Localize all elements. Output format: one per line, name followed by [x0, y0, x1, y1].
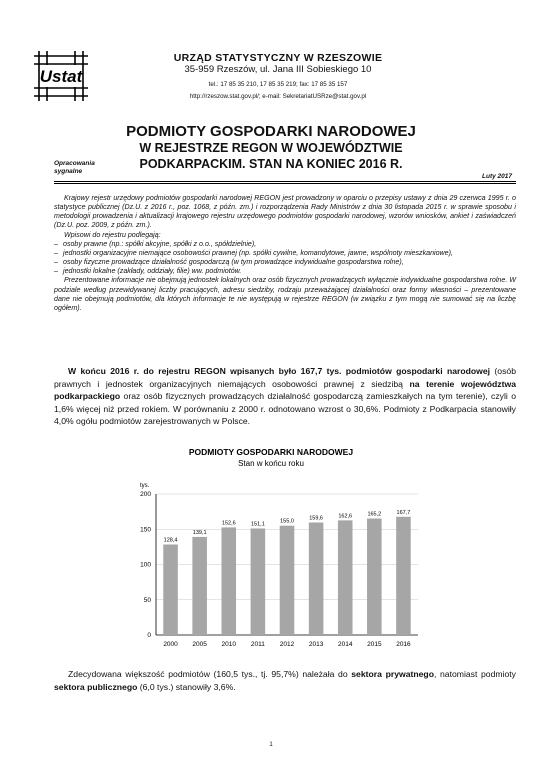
bar — [192, 537, 207, 635]
sector-paragraph — [54, 668, 516, 693]
list-item: – osoby fizyczne prowadzące działalność gospodarczą (w tym prowadzące indywidualne gospodarstwa rolne), — [54, 258, 516, 267]
y-tick-label: 100 — [140, 561, 151, 569]
x-tick-label: 2013 — [308, 641, 324, 648]
bar-value-label: 167,7 — [396, 509, 411, 516]
y-tick-label: 50 — [143, 596, 151, 604]
bar — [251, 528, 266, 635]
y-axis-label: tys. — [140, 483, 150, 489]
bar-value-label: 128,4 — [163, 537, 178, 544]
bar — [280, 526, 295, 635]
summary-text-2: oraz osób fizycznych prowadzących działalność gospodarczą zamieszkałych na tym terenie), czyli o 1,6% więcej niż przed rokiem. W porównaniu z 2000 r. odnotowano wzrost o 30,6%. Podmioty z Podkarpacia stanowiły 4,0% ogółu podmiotów zarejestrowanych w Polsce. — [54, 391, 516, 426]
x-tick-label: 2011 — [250, 641, 265, 648]
registry-list — [54, 240, 516, 277]
x-tick-label: 2014 — [337, 641, 353, 648]
bar-value-label: 152,6 — [221, 520, 236, 527]
page-number: 1 — [269, 742, 273, 748]
summary-lead: W końcu 2016 r. do rejestru REGON wpisanych było 167,7 tys. podmiotów gospodarki narodowej — [68, 366, 491, 376]
bar — [396, 517, 411, 635]
logo-lettering: Ustat — [39, 67, 83, 86]
chart-title: PODMIOTY GOSPODARKI NARODOWEJ — [188, 447, 354, 457]
publication-date: Luty 2017 — [482, 173, 512, 180]
publication-type-2: sygnalne — [54, 168, 83, 175]
sector-text-3: (6,0 tys.) stanowiły 3,6%. — [137, 681, 236, 692]
summary-region: na terenie województwa podkarpackiego — [54, 378, 516, 401]
y-tick-label: 0 — [147, 632, 151, 640]
publication-type-1: Opracowania — [54, 160, 95, 167]
bar-value-label: 159,6 — [309, 515, 323, 522]
office-web: http://rzeszow.stat.gov.pl/; e-mail: SekretariatUSRze@stat.gov.pl — [189, 93, 367, 100]
x-tick-label: 2010 — [221, 641, 237, 648]
list-item: – jednostki lokalne (zakłady, oddziały, filie) ww. podmiotów. — [54, 267, 516, 276]
summary-paragraph — [54, 365, 516, 428]
intro-section — [54, 194, 516, 313]
y-tick-label: 200 — [140, 491, 151, 499]
x-tick-label: 2015 — [367, 641, 382, 648]
intro-note: Prezentowane informacje nie obejmują jednostek lokalnych oraz osób fizycznych prowadzących wyłącznie indywidualne gospodarstwa rolne. W podziale według przewidywanej liczby pracujących, adresu siedziby, rodzaju przeważającej działalności oraz formy własności – prezentowane dane nie obejmują podmiotów, dla których informacje te nie występują w rejestrze REGON (w związku z tym mogą nie sumować się na liczbę ogółem). — [54, 276, 516, 312]
list-item: – jednostki organizacyjne niemające osobowości prawnej (np. spółki cywilne, komandytowe, jawne, wspólnoty mieszkaniowe), — [54, 249, 516, 258]
bar — [338, 520, 353, 635]
sector-text-2: , natomiast podmioty — [433, 669, 516, 679]
bar-value-label: 151,1 — [251, 521, 265, 528]
private-sector: sektora prywatnego — [351, 669, 434, 679]
header-rule-thin — [54, 183, 516, 184]
intro-list-heading: Wpisowi do rejestru podlegają: — [64, 230, 161, 239]
bar-value-label: 139,1 — [192, 529, 207, 536]
entities-chart — [116, 445, 426, 657]
bar-value-label: 155,0 — [280, 518, 294, 525]
us-logo — [30, 47, 92, 105]
document-subtitle-1: W REJESTRZE REGON W WOJEWÓDZTWIE — [139, 141, 403, 155]
intro-paragraph: Krajowy rejestr urzędowy podmiotów gospodarki narodowej REGON jest prowadzony w oparciu o przepisy ustawy z dnia 29 czerwca 1995 r. o statystyce publicznej (Dz.U. z 2016 r., poz. 1068, z późn. zm.) i rozporządzenia Rady Ministrów z dnia 30 listopada 2015 r. w sprawie sposobu i metodologii prowadzenia i aktualizacji krajowego rejestru urzędowego podmiotów gospodarki narodowej, wzorów wniosków, ankiet i zaświadczeń (Dz.U. poz. 2009, z późn. zm.). — [54, 194, 516, 230]
chart-subtitle: Stan w końcu roku — [238, 459, 304, 468]
office-contacts: tel.: 17 85 35 210, 17 85 35 219; fax: 17 85 35 157 — [208, 81, 348, 88]
list-item: – osoby prawne (np.: spółki akcyjne, spółki z o.o., spółdzielnie), — [54, 240, 516, 249]
public-sector: sektora publicznego — [54, 681, 138, 692]
bar — [163, 544, 178, 635]
summary-section — [54, 365, 516, 428]
document-subtitle-2: PODKARPACKIM. STAN NA KONIEC 2016 R. — [139, 157, 403, 171]
summary-text-1: (osób prawnych i jednostek organizacyjnych niemających osobowości prawnej z siedzibą — [54, 366, 516, 389]
bar-value-label: 162,6 — [338, 513, 353, 520]
header-rule — [54, 181, 516, 182]
x-tick-label: 2005 — [192, 641, 207, 648]
office-name: URZĄD STATYSTYCZNY W RZESZOWIE — [173, 52, 383, 64]
x-tick-label: 2012 — [279, 641, 295, 648]
x-tick-label: 2016 — [396, 641, 411, 648]
x-tick-label: 2000 — [163, 641, 178, 648]
bar — [222, 527, 237, 635]
sector-section — [54, 668, 516, 693]
sector-text-1: Zdecydowana większość podmiotów (160,5 tys., tj. 95,7%) należała do — [68, 669, 352, 679]
bar-value-label: 165,2 — [367, 511, 382, 518]
document-title: PODMIOTY GOSPODARKI NARODOWEJ — [126, 123, 416, 140]
bar — [367, 519, 382, 635]
y-tick-label: 150 — [140, 526, 151, 534]
bar — [309, 522, 324, 635]
office-address: 35-959 Rzeszów, ul. Jana III Sobieskiego 10 — [184, 64, 372, 75]
